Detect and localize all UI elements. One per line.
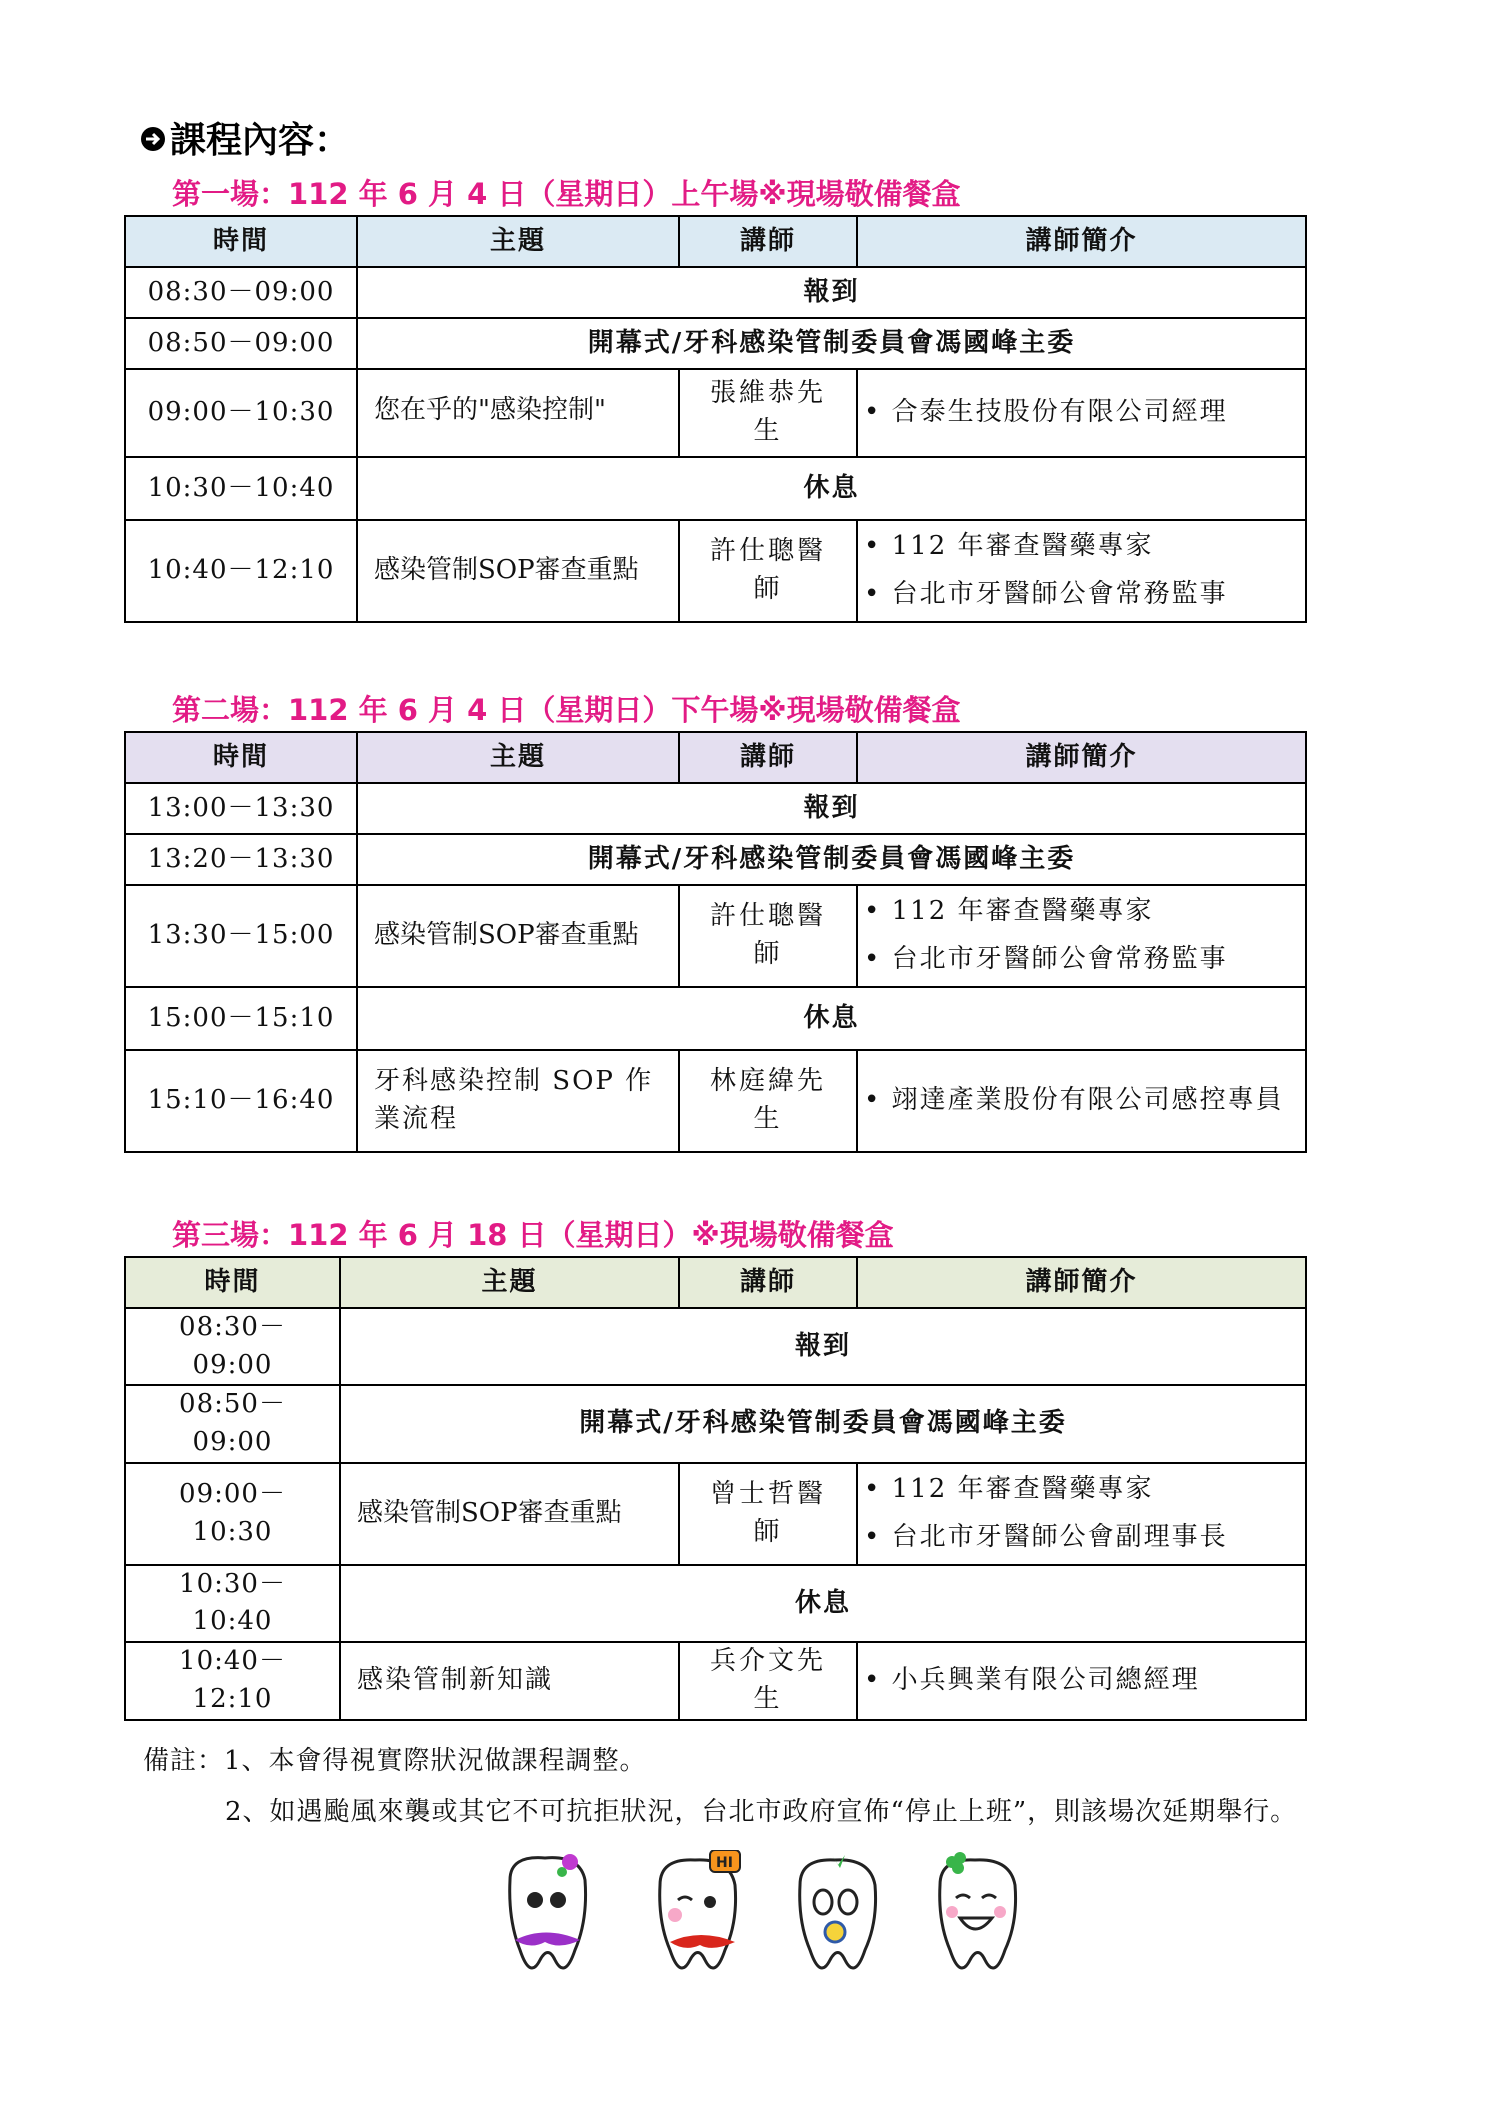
bio-line: • 112 年審查醫藥專家 <box>864 1471 1289 1509</box>
header-topic: 主題 <box>357 216 679 267</box>
bio-line: • 小兵興業有限公司總經理 <box>864 1662 1289 1700</box>
lecturer-cell: 許仕聰醫師 <box>679 520 857 622</box>
bio-line: • 合泰生技股份有限公司經理 <box>864 394 1289 432</box>
bio-cell <box>857 1642 1306 1719</box>
merged-cell: 報到 <box>357 783 1306 834</box>
table-header-row <box>125 732 1306 783</box>
table-header-row <box>125 1257 1306 1308</box>
lecturer-cell: 曾士哲醫師 <box>679 1463 857 1565</box>
table-row <box>125 1463 1306 1565</box>
note-1: 備註：1、本會得視實際狀況做課程調整。 <box>143 1746 647 1776</box>
topic-cell: 感染管制SOP審查重點 <box>357 885 679 987</box>
time-cell: 13:30－15:00 <box>125 885 357 987</box>
table-row <box>125 520 1306 622</box>
table-row <box>125 1642 1306 1719</box>
lecturer-cell: 兵介文先生 <box>679 1642 857 1719</box>
session-3-title: 第三場：112 年 6 月 18 日（星期日）※現場敬備餐盒 <box>172 1218 894 1252</box>
header-lecturer: 講師 <box>679 216 857 267</box>
time-cell: 15:00－15:10 <box>125 987 357 1050</box>
header-bio: 講師簡介 <box>857 732 1306 783</box>
merged-cell: 休息 <box>340 1565 1306 1642</box>
merged-cell: 休息 <box>357 457 1306 520</box>
bio-line: • 翊達產業股份有限公司感控專員 <box>864 1082 1289 1120</box>
table-header-row <box>125 216 1306 267</box>
table-row <box>125 369 1306 457</box>
section-heading <box>140 112 350 163</box>
tooth-mascot-icon <box>510 1854 586 1968</box>
note-2: 2、如遇颱風來襲或其它不可抗拒狀況，台北市政府宣佈“停止上班”，則該場次延期舉行。 <box>225 1797 1298 1827</box>
header-time: 時間 <box>125 1257 340 1308</box>
bio-line: • 台北市牙醫師公會常務監事 <box>864 576 1289 614</box>
header-time: 時間 <box>125 216 357 267</box>
table-row <box>125 783 1306 834</box>
header-lecturer: 講師 <box>679 1257 857 1308</box>
time-cell: 15:10－16:40 <box>125 1050 357 1152</box>
time-cell: 10:40－12:10 <box>125 520 357 622</box>
session-2-table <box>124 731 1307 1153</box>
session-1-table <box>124 215 1307 623</box>
time-cell: 09:00－10:30 <box>125 1463 340 1565</box>
topic-cell: 牙科感染控制 SOP 作業流程 <box>357 1050 679 1152</box>
bio-cell <box>857 520 1306 622</box>
table-row <box>125 1385 1306 1462</box>
header-bio: 講師簡介 <box>857 1257 1306 1308</box>
header-topic: 主題 <box>340 1257 679 1308</box>
lecturer-cell: 林庭緯先生 <box>679 1050 857 1152</box>
merged-cell: 開幕式/牙科感染管制委員會馮國峰主委 <box>357 318 1306 369</box>
table-row <box>125 1565 1306 1642</box>
time-cell: 08:30－09:00 <box>125 267 357 318</box>
table-row <box>125 267 1306 318</box>
bio-cell <box>857 1463 1306 1565</box>
topic-cell: 感染管制新知識 <box>340 1642 679 1719</box>
time-cell: 09:00－10:30 <box>125 369 357 457</box>
session-1-title: 第一場：112 年 6 月 4 日（星期日）上午場※現場敬備餐盒 <box>172 177 961 211</box>
time-cell: 10:30－10:40 <box>125 1565 340 1642</box>
table-row <box>125 1050 1306 1152</box>
bio-line: • 台北市牙醫師公會常務監事 <box>864 941 1289 979</box>
tooth-mascot-icon <box>800 1855 876 1968</box>
merged-cell: 報到 <box>340 1308 1306 1385</box>
time-cell: 08:50－09:00 <box>125 318 357 369</box>
tooth-mascot-icon <box>660 1850 740 1968</box>
bio-cell <box>857 1050 1306 1152</box>
svg-text:HI: HI <box>716 1855 733 1871</box>
bio-line: • 112 年審查醫藥專家 <box>864 528 1289 566</box>
time-cell: 10:40－12:10 <box>125 1642 340 1719</box>
table-row <box>125 885 1306 987</box>
table-row <box>125 987 1306 1050</box>
header-time: 時間 <box>125 732 357 783</box>
arrow-icon <box>140 120 170 161</box>
session-2-title: 第二場：112 年 6 月 4 日（星期日）下午場※現場敬備餐盒 <box>172 693 961 727</box>
lecturer-cell: 張維恭先生 <box>679 369 857 457</box>
header-bio: 講師簡介 <box>857 216 1306 267</box>
bio-cell <box>857 369 1306 457</box>
table-row <box>125 1308 1306 1385</box>
bio-line: • 台北市牙醫師公會副理事長 <box>864 1519 1289 1557</box>
table-row <box>125 834 1306 885</box>
merged-cell: 開幕式/牙科感染管制委員會馮國峰主委 <box>357 834 1306 885</box>
merged-cell: 報到 <box>357 267 1306 318</box>
tooth-mascots-illustration <box>500 1850 1060 1990</box>
merged-cell: 休息 <box>357 987 1306 1050</box>
header-lecturer: 講師 <box>679 732 857 783</box>
tooth-mascot-icon <box>940 1852 1016 1968</box>
table-row <box>125 318 1306 369</box>
heading-text: 課程內容： <box>170 120 351 161</box>
table-row <box>125 457 1306 520</box>
time-cell: 13:00－13:30 <box>125 783 357 834</box>
lecturer-cell: 許仕聰醫師 <box>679 885 857 987</box>
bio-line: • 112 年審查醫藥專家 <box>864 893 1289 931</box>
header-topic: 主題 <box>357 732 679 783</box>
time-cell: 08:50－09:00 <box>125 1385 340 1462</box>
merged-cell: 開幕式/牙科感染管制委員會馮國峰主委 <box>340 1385 1306 1462</box>
time-cell: 10:30－10:40 <box>125 457 357 520</box>
topic-cell: 感染管制SOP審查重點 <box>340 1463 679 1565</box>
session-3-table <box>124 1256 1307 1721</box>
topic-cell: 您在乎的"感染控制" <box>357 369 679 457</box>
bio-cell <box>857 885 1306 987</box>
topic-cell: 感染管制SOP審查重點 <box>357 520 679 622</box>
time-cell: 13:20－13:30 <box>125 834 357 885</box>
time-cell: 08:30－09:00 <box>125 1308 340 1385</box>
